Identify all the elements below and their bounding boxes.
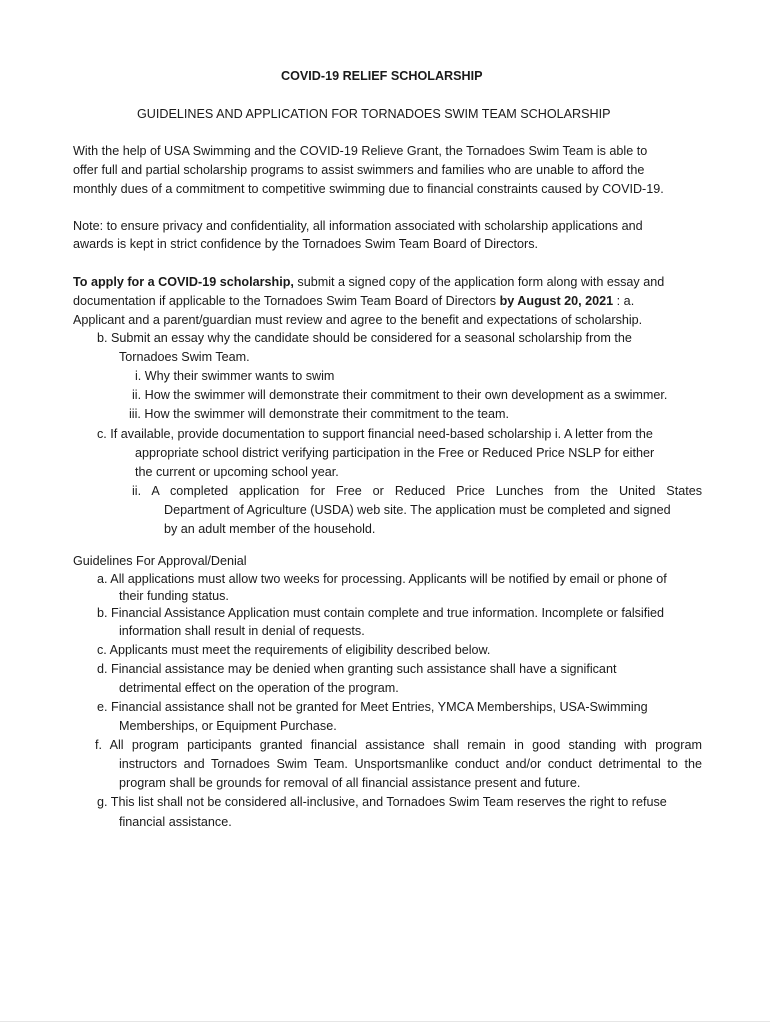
item-c-line-1: c. If available, provide documentation to support financial need-based scholarship i. A letter from the xyxy=(97,427,653,441)
apply-lead-rest: submit a signed copy of the application form along with essay and xyxy=(293,275,665,289)
guidelines-heading: Guidelines For Approval/Denial xyxy=(73,554,247,568)
guideline-e-line-2: Memberships, or Equipment Purchase. xyxy=(119,719,337,733)
document-subtitle: GUIDELINES AND APPLICATION FOR TORNADOES SWIM TEAM SCHOLARSHIP xyxy=(137,107,611,121)
item-b-line-1: b. Submit an essay why the candidate should be considered for a seasonal scholarship from the xyxy=(97,331,632,345)
note-line-1: Note: to ensure privacy and confidentiality, all information associated with scholarship applications and xyxy=(73,219,643,233)
item-c-ii-line-1: ii. A completed application for Free or Reduced Price Lunches from the United States xyxy=(132,484,702,498)
intro-line-3: monthly dues of a commitment to competitive swimming due to financial constraints caused by COVID-19. xyxy=(73,182,664,196)
item-b-iii: iii. How the swimmer will demonstrate their commitment to the team. xyxy=(129,407,510,421)
guideline-d-line-2: detrimental effect on the operation of the program. xyxy=(119,681,399,695)
guideline-c-line-1: c. Applicants must meet the requirements of eligibility described below. xyxy=(97,643,491,657)
intro-line-2: offer full and partial scholarship programs to assist swimmers and families who are unable to afford the xyxy=(73,163,645,177)
guideline-g-line-2: financial assistance. xyxy=(119,815,232,829)
page-bottom-divider xyxy=(0,1021,770,1022)
apply-line-1 xyxy=(73,274,664,291)
document-title: COVID-19 RELIEF SCHOLARSHIP xyxy=(281,69,483,83)
item-c-line-2: appropriate school district verifying participation in the Free or Reduced Price NSLP for either xyxy=(135,446,655,460)
item-b-line-2: Tornadoes Swim Team. xyxy=(119,350,250,364)
guideline-b-line-2: information shall result in denial of requests. xyxy=(119,624,365,638)
guideline-a-line-1: a. All applications must allow two weeks for processing. Applicants will be notified by email or phone of xyxy=(97,572,667,586)
guideline-a-line-2: their funding status. xyxy=(119,589,229,603)
guideline-f-line-1: f. All program participants granted financial assistance shall remain in good standing with program xyxy=(95,738,702,752)
item-c-ii-line-2: Department of Agriculture (USDA) web site. The application must be completed and signed xyxy=(164,503,671,517)
apply-line2-text: documentation if applicable to the Tornadoes Swim Team Board of Directors xyxy=(73,294,500,308)
apply-line-3: Applicant and a parent/guardian must review and agree to the benefit and expectations of scholarship. xyxy=(73,313,643,327)
guideline-d-line-1: d. Financial assistance may be denied when granting such assistance shall have a significant xyxy=(97,662,617,676)
guideline-f-line-3: program shall be grounds for removal of all financial assistance present and future. xyxy=(119,776,581,790)
item-c-line-3: the current or upcoming school year. xyxy=(135,465,339,479)
item-b-ii: ii. How the swimmer will demonstrate their commitment to their own development as a swimmer. xyxy=(132,388,668,402)
guideline-f-line-2: instructors and Tornadoes Swim Team. Unsportsmanlike conduct and/or conduct detrimental to the xyxy=(119,757,702,771)
note-line-2: awards is kept in strict confidence by the Tornadoes Swim Team Board of Directors. xyxy=(73,237,539,251)
intro-line-1: With the help of USA Swimming and the COVID-19 Relieve Grant, the Tornadoes Swim Team is able to xyxy=(73,144,648,158)
guideline-b-line-1: b. Financial Assistance Application must contain complete and true information. Incomplete or falsified xyxy=(97,606,665,620)
guideline-e-line-1: e. Financial assistance shall not be granted for Meet Entries, YMCA Memberships, USA-Swimming xyxy=(97,700,648,714)
apply-line-2 xyxy=(73,293,634,310)
item-c-ii-line-3: by an adult member of the household. xyxy=(164,522,376,536)
apply-deadline: by August 20, 2021 xyxy=(499,294,614,308)
guideline-g-line-1: g. This list shall not be considered all-inclusive, and Tornadoes Swim Team reserves the right to refuse xyxy=(97,795,667,809)
apply-line2-tail: : a. xyxy=(613,294,635,308)
apply-lead-bold: To apply for a COVID-19 scholarship, xyxy=(73,275,294,289)
item-b-i: i. Why their swimmer wants to swim xyxy=(135,369,335,383)
